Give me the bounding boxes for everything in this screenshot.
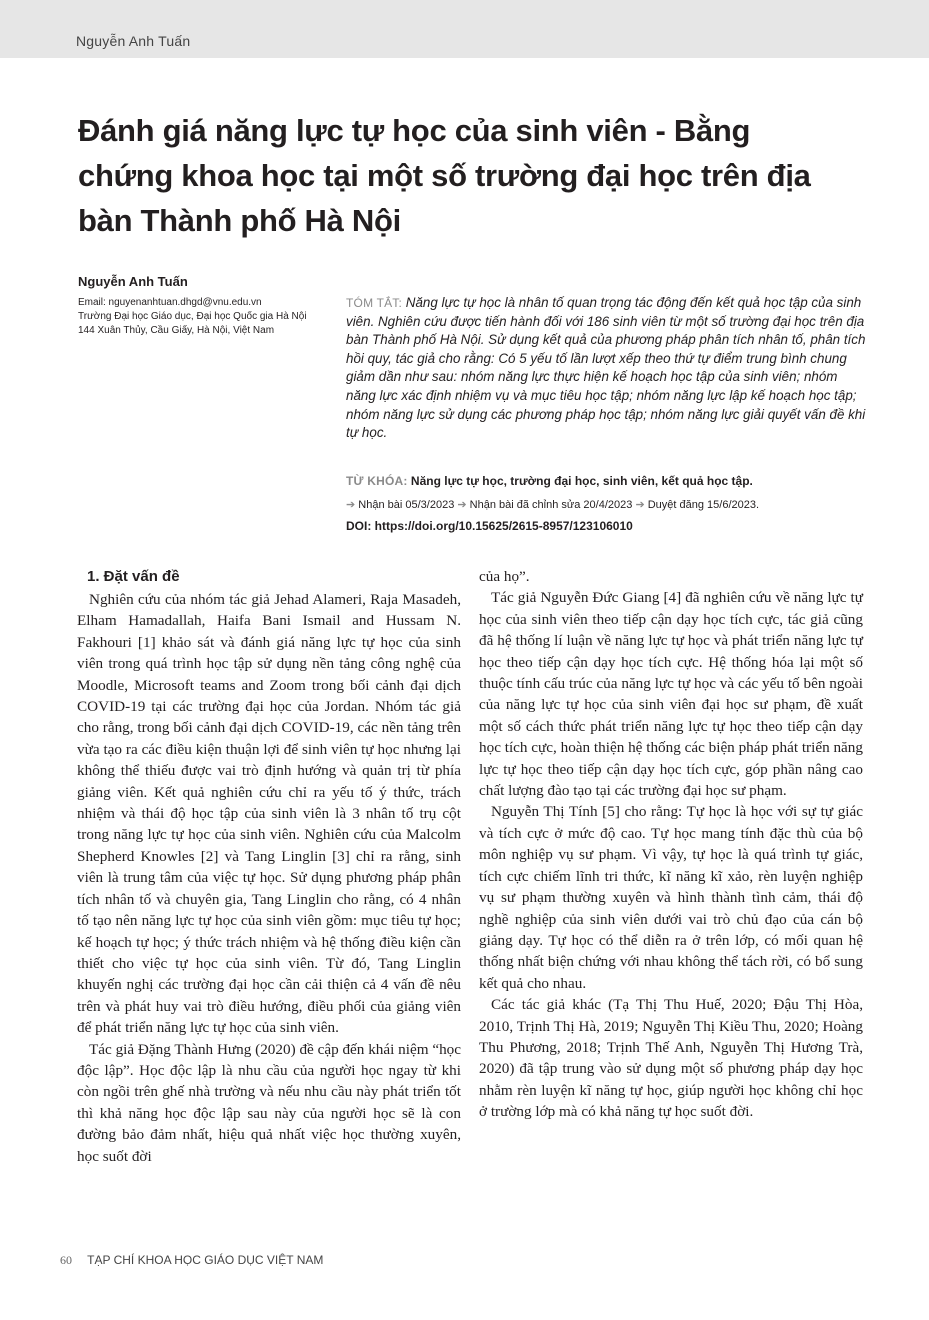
section-heading: 1. Đặt vấn đề <box>87 568 180 585</box>
paragraph: Tác giả Đặng Thành Hưng (2020) đề cập đến khái niệm “học độc lập”. Học độc lập là nhu cầu của người học ngay từ khi còn ngồi trên ghế nhà trường và nếu nhu cầu này phát triển tốt thì khả năng học độc lập sau này của người học sẽ là con đường bảo đảm nhất, hiệu quả nhất việc học thường xuyên, học suốt đời <box>77 1040 461 1165</box>
arrow-right-icon: ➔ <box>346 499 356 511</box>
running-head <box>0 0 929 58</box>
keywords <box>346 473 866 489</box>
accepted-date: Duyệt đăng 15/6/2023. <box>647 499 760 511</box>
body-column-left <box>77 566 461 1167</box>
arrow-right-icon: ➔ <box>457 499 467 511</box>
keywords-text: Năng lực tự học, trường đại học, sinh viên, kết quả học tập. <box>410 474 753 488</box>
page-number: 60 <box>60 1253 72 1267</box>
paragraph: Các tác giả khác (Tạ Thị Thu Huế, 2020; Đậu Thị Hòa, 2010, Trịnh Thị Hà, 2019; Nguyễn Thị Kiều Thu, 2020; Hoàng Thu Phương, 2018; Trịnh Thế Anh, Nguyễn Thị Hương Trà, 2020) đã tập trung vào sử dụng một số phương pháp dạy học nhằm rèn luyện kĩ năng tự học, giúp người học không chỉ học ở trường lớp mà có khả năng tự học suốt đời. <box>479 996 863 1121</box>
abstract <box>346 294 866 443</box>
page-footer <box>60 1253 323 1268</box>
author-address: 144 Xuân Thủy, Cầu Giấy, Hà Nội, Việt Nam <box>78 325 275 336</box>
abstract-label: TÓM TẮT: <box>346 296 403 310</box>
arrow-right-icon: ➔ <box>635 499 645 511</box>
paragraph: Tác giả Nguyễn Đức Giang [4] đã nghiên cứu về năng lực tự học của sinh viên theo tiếp cận dạy học tích cực, tác giả cũng đã hệ thống lí luận về năng lực tự học và phát triển năng lực tự học theo tiếp cận dạy học tích cực. Hệ thống hóa lại một số thuộc tính cấu trúc của năng lực tự học và các yếu tố bên ngoài của năng lực tự học của sinh viên đại học sư phạm, đề xuất một số cách thức phát triển năng lực tự học theo tiếp cận dạy học tích cực, hoàn thiện hệ thống các biện pháp phát triển năng lực tự học theo tiếp cận dạy học tích cực, góp phần nâng cao chất lượng đào tạo tại các trường đại học sư phạm. <box>479 589 863 800</box>
author-institution: Trường Đại học Giáo dục, Đại học Quốc gia Hà Nội <box>78 311 307 322</box>
author-affiliation <box>78 296 338 338</box>
paragraph: Nguyễn Thị Tính [5] cho rằng: Tự học là học với sự tự giác và tích cực ở mức độ cao. Tự học mang tính đặc thù của bộ môn nghiệp vụ sư phạm. Vì vậy, tự học là quá trình tự giác, tích cực chiếm lĩnh tri thức, kĩ năng kĩ xảo, rèn luyện nghiệp vụ sư phạm thường xuyên và hình thành tình cảm, thái độ nghề nghiệp của sinh viên dưới vai trò chủ đạo của cán bộ giảng dạy. Tự học có thể diễn ra ở trên lớp, có mối quan hệ thống nhất biện chứng với nhau không thể tách rời, có bổ sung kết quả cho nhau. <box>479 803 863 992</box>
received-date: Nhận bài 05/3/2023 <box>358 499 455 511</box>
running-head-author: Nguyễn Anh Tuấn <box>76 33 191 49</box>
doi-link[interactable]: DOI: https://doi.org/10.15625/2615-8957/123106010 <box>346 519 633 533</box>
paragraph: Nghiên cứu của nhóm tác giả Jehad Alameri, Raja Masadeh, Elham Hamadallah, Haifa Bani Ismail and Hussam N. Fakhouri [1] khảo sát và đánh giá năng lực tự học của sinh viên trong quá trình học tập sử dụng nền tảng công nghệ của Moodle, Microsoft teams and Zoom trong bối cảnh đại dịch COVID-19 tại các trường đại học của Jordan. Nhóm tác giả cho rằng, trong bối cảnh đại dịch COVID-19, các nền tảng trên vừa tạo ra các điều kiện thuận lợi để sinh viên tự học nhưng lại không thể thiếu được vai trò định hướng và quản trị từ phía giảng viên. Kết quả nghiên cứu chỉ ra yếu tố ý thức, trách nhiệm và thái độ học tập của sinh viên là 3 nhân tố trụ cột trong năng lực tự học của sinh viên. Nghiên cứu của Malcolm Shepherd Knowles [2] và Tang Linglin [3] chỉ ra rằng, sinh viên là trung tâm của việc tự học. Sử dụng phương pháp phân tích nhân tố và chuyên gia, Tang Linglin cho rằng, có 4 nhân tố tạo nên năng lực tự học của sinh viên gồm: mục tiêu tự học; kế hoạch tự học; ý thức trách nhiệm và hệ thống điều kiện cần thiết cho việc tự học của sinh viên. Từ đó, Tang Linglin khuyến nghị các trường đại học cần cải thiện cả 4 vấn đề nêu trên và phát huy vai trò điều hướng, điều phối của giảng viên để phát triển năng lực tự học của sinh viên. <box>77 591 461 1037</box>
journal-name: TẠP CHÍ KHOA HỌC GIÁO DỤC VIỆT NAM <box>87 1253 324 1267</box>
article-history <box>346 498 866 513</box>
author-name: Nguyễn Anh Tuấn <box>78 274 188 289</box>
author-email[interactable]: Email: nguyenanhtuan.dhgd@vnu.edu.vn <box>78 297 262 308</box>
abstract-text: Năng lực tự học là nhân tố quan trọng tác động đến kết quả học tập của sinh viên. Nghiên cứu được tiến hành đối với 186 sinh viên từ một số trường đại học trên địa bàn Thành phố Hà Nội. Sử dụng kết quả của phương pháp phân tích nhân tố, phân tích hồi quy, tác giả cho rằng: Có 5 yếu tố lần lượt xếp theo thứ tự điểm trung bình chung giảm dần như sau: nhóm năng lực thực hiện kế hoạch học tập của sinh viên; nhóm năng lực xác định nhiệm vụ và mục tiêu học tập; nhóm năng lực lập kế hoạch học tập; nhóm năng lực sử dụng các phương pháp học tập; nhóm năng lực giải quyết vấn đề khi tự học. <box>346 295 866 441</box>
article-title: Đánh giá năng lực tự học của sinh viên - Bằng chứng khoa học tại một số trường đại học trên địa bàn Thành phố Hà Nội <box>78 113 811 238</box>
revised-date: Nhận bài đã chỉnh sửa 20/4/2023 <box>469 499 633 511</box>
body-column-right <box>479 566 863 1123</box>
paragraph-continuation: của họ”. <box>479 568 530 585</box>
keywords-label: TỪ KHÓA: <box>346 474 408 488</box>
